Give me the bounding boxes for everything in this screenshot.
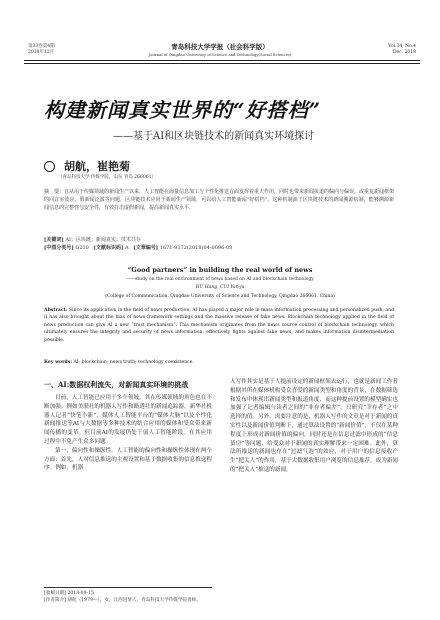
author-bio-label: [作者简介] bbox=[44, 598, 66, 603]
header-vol-no: Vol.34, No.4 bbox=[388, 44, 416, 49]
header-date: 2018年12月 bbox=[28, 50, 55, 55]
author-row bbox=[44, 158, 130, 174]
english-abstract-label: Abstract: bbox=[44, 308, 68, 313]
english-keywords-text: AI; blockchain; news truth; technology coexistence bbox=[73, 360, 193, 365]
author-affiliation: （青岛科技大学 传媒学院，山东 青岛 266061） bbox=[58, 175, 156, 180]
keywords-cn bbox=[44, 236, 232, 252]
author-names: 胡航，崔艳菊 bbox=[64, 160, 130, 173]
header-rule-thin bbox=[24, 63, 420, 64]
article-subtitle: ——基于AI和区块链技术的新闻真实环境探讨 bbox=[113, 131, 315, 142]
doc-code-label: [文献标识码] bbox=[93, 245, 124, 251]
article-title: 构建新闻真实世界的“好搭档” bbox=[44, 98, 322, 122]
english-title: “Good partners” in building the real world of news bbox=[127, 266, 313, 274]
section-heading: 一、AI:数据权利流失，对新闻真实环境的挑战 bbox=[44, 380, 189, 389]
journal-name-en: Journal of Qingdao University of Science and Technology(Social Sciences) bbox=[148, 52, 292, 57]
english-keywords-label: Key words: bbox=[44, 360, 73, 365]
english-keywords bbox=[44, 360, 394, 365]
footnote-rule bbox=[44, 587, 212, 588]
author-bio: 胡航（1979—），女，江西进贤人，青岛科技大学传媒学院讲师。 bbox=[67, 598, 201, 603]
body-column-right bbox=[230, 378, 398, 475]
english-subtitle: ——study on the real environment of news based on AI and blockchain technology bbox=[126, 277, 314, 282]
header-issue bbox=[28, 44, 55, 56]
journal-name-cn: 青岛科技大学学报（社会科学版） bbox=[171, 43, 269, 51]
english-authors: HU Hang, CUI Yan-ju bbox=[195, 285, 245, 290]
keywords-label: [关键词] bbox=[44, 237, 64, 243]
english-abstract bbox=[44, 307, 394, 344]
doc-code-text: A bbox=[124, 245, 129, 251]
english-abstract-text: Since its application in the field of news production, AI has played a major role in mass information processing and personalized push, and it has also brought about the bias of news framework settings and the massive release of fake news. Blockchain technology applied in the field of news production can give AI a new “trust mechanism”. This mechanism originates from the news source control of blockchain technology, which ultimately ensures the integrity and security of news information, effectively fights against fake news, and makes information disintermediation possible. bbox=[44, 308, 394, 343]
header-volume: 第33卷第4期 bbox=[28, 44, 55, 49]
body-column-left bbox=[44, 378, 212, 473]
article-id-label: [文章编号] bbox=[133, 245, 159, 251]
circle-bullet-icon bbox=[44, 161, 55, 172]
journal-header bbox=[110, 42, 330, 57]
english-affiliation: (College of Communication, Qingdao University of Science and Technology, Qingdao 266061, China) bbox=[105, 294, 335, 299]
received-label: [收稿日期] bbox=[44, 591, 66, 596]
header-rule bbox=[24, 60, 420, 61]
classification-text: G210 bbox=[75, 245, 89, 251]
footnote bbox=[44, 590, 201, 604]
body-paragraph: 目前，人工智能已应用于多个领域，其在传媒领域的角色也在不断加强。例如美联社的机器人写作和路透社的新闻追踪器，新华社机器人记者“快笔小新”，媒体人工智能平台的“媒体大脑”以及个性化新闻推送等AI与大数据等多种技术的结合应用的媒体和受众带来新闻传播的变革。但目前AI的发展仍处于弱人工智能阶段，在其应用过程中不免产生众多问题。 bbox=[44, 395, 212, 445]
body-paragraph: 人写作其实是基于人提前设定的新闻框架去运行，也就是新闻工作者根据其所在媒体机构受众喜爱的新闻类型和角度的背景，在数据筛选和发布中体现出新闻类型和报道角度，而这种提前设置的模型确实也加强了记者编辑与读者之间的“非存者偏差”，只研究“幸存者”之中选择的值。另外，需要注意的是，机器人写作的文章是对于新闻的真实性以及新闻价值判断下，通过算法设置的“新闻价值”，不仅在某种程度上形成对新闻价值的偏向，同时还是在信息过滤中形成的“信息茧房”等问题，给受众对于新闻的真实理解带来一定困难。此外，算法所推送的新闻也存在“过滤气泡”的效应，对于用户的信息接收产生“把关人”的作用，基于大数据收集用户浏览的信息推荐，成为新闻的“把关人”推送的新闻。 bbox=[230, 379, 398, 473]
article-id-text: 1671-9372(2018)04-0096-03 bbox=[159, 245, 233, 251]
header-volume-en bbox=[388, 44, 416, 56]
body-paragraph: 第一，偏向性和操纵性。人工智能的偏向性和操纵性体现在两个方面：首先，人对信息推送的主观设置和基于数据收集的信息推送程序。例如，机器 bbox=[44, 447, 212, 472]
received-date: 2018-09-15 bbox=[67, 591, 94, 596]
abstract-cn: 摘 要：自从用于传媒领域的新闻生产以来，人工智能在海量信息加工与个性化推送方面发挥着重大作用，同时也带来新闻报道的偏向与偏误，或重复新闻框架的回音室效应、假新闻泛滥等问题，区块链技术应用于新闻生产领域，可以给人工智能新闻“好搭档”，这种机制源于区块链技术的新闻溯源机制，能够溯源新闻信息的完整性与安全性，有效打击虚假新闻，提高新闻真实水平。 bbox=[44, 189, 395, 211]
keywords-text: AI；区块链；新闻真实；技术共存 bbox=[65, 237, 141, 243]
classification-label: [中图分类号] bbox=[44, 245, 74, 251]
header-month: Dec. 2018 bbox=[392, 50, 416, 55]
